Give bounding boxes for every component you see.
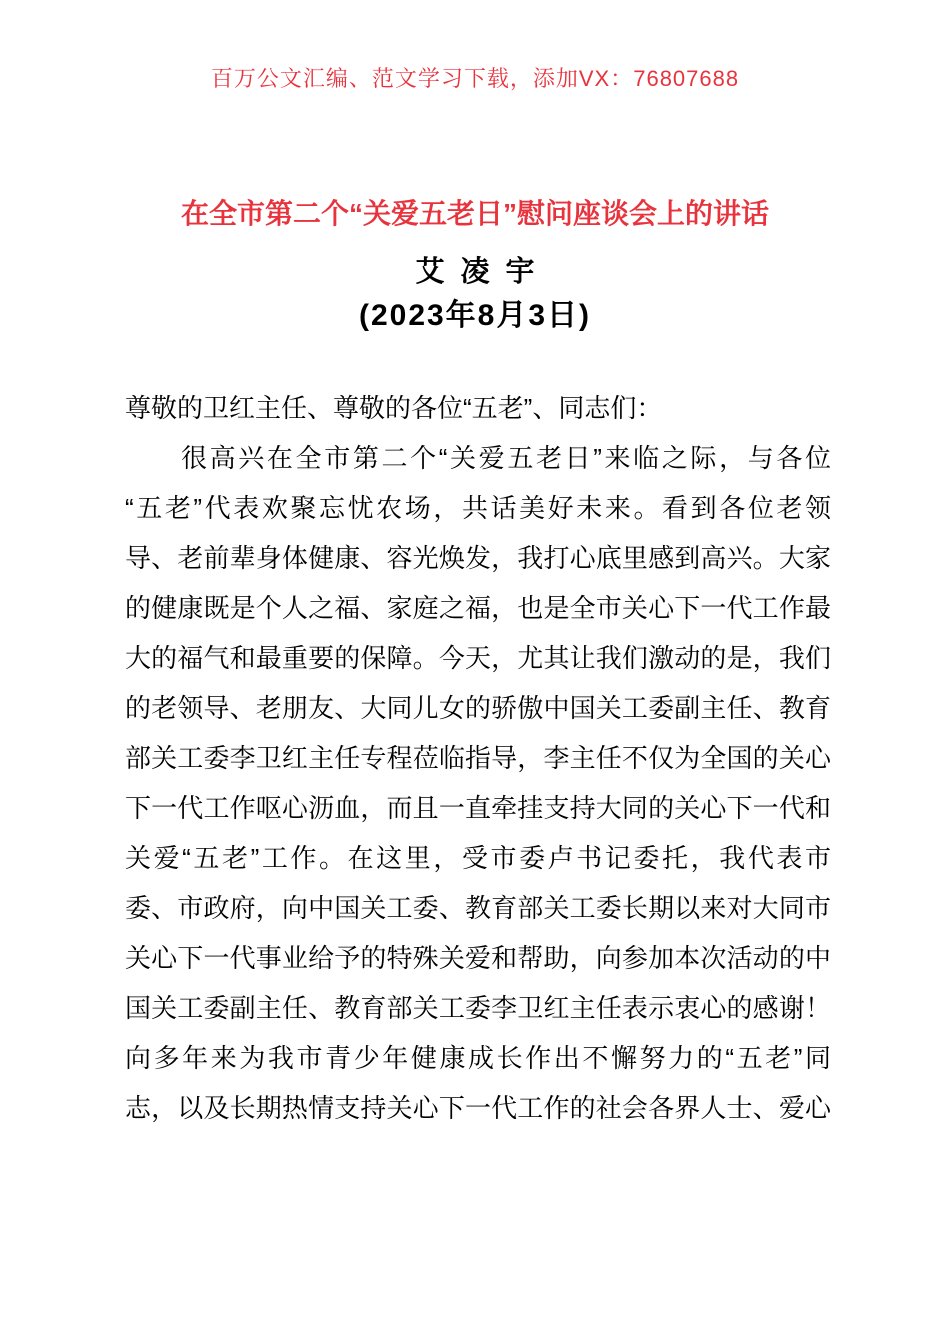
body-text-line: 志，以及长期热情支持关心下一代工作的社会各界人士、爱心 [125,1093,831,1123]
body-text-line: 部关工委李卫红主任专程莅临指导，李主任不仅为全国的关心 [125,743,831,773]
body-text-line: 向多年来为我市青少年健康成长作出不懈努力的“五老”同 [125,1043,831,1073]
body-text-line: 下一代工作呕心沥血，而且一直牵挂支持大同的关心下一代和 [125,793,831,823]
document-body [125,383,831,1133]
body-text-line: 关心下一代事业给予的特殊关爱和帮助，向参加本次活动的中 [125,943,831,973]
salutation-line: 尊敬的卫红主任、尊敬的各位“五老”、同志们： [125,393,663,423]
document-title: 在全市第二个“关爱五老日”慰问座谈会上的讲话 [180,198,769,229]
body-text-line: 导、老前辈身体健康、容光焕发，我打心底里感到高兴。大家 [125,543,831,573]
body-text-line: 的老领导、老朋友、大同儿女的骄傲中国关工委副主任、教育 [125,693,831,723]
body-text-line: 的健康既是个人之福、家庭之福，也是全市关心下一代工作最 [125,593,831,623]
author-line: 艾 凌 宇 [415,256,535,288]
watermark-header-notice: 百万公文汇编、范文学习下载，添加VX：76807688 [210,66,740,91]
body-text-line: 委、市政府，向中国关工委、教育部关工委长期以来对大同市 [125,893,831,923]
body-text-line: “五老”代表欢聚忘忧农场，共话美好未来。看到各位老领 [125,493,831,523]
date-line: (2023年8月3日) [358,299,592,332]
body-text-line: 关爱“五老”工作。在这里，受市委卢书记委托，我代表市 [125,843,831,873]
body-text-line: 很高兴在全市第二个“关爱五老日”来临之际，与各位 [181,443,831,473]
body-text-line: 大的福气和最重要的保障。今天，尤其让我们激动的是，我们 [125,643,831,673]
body-text-line: 国关工委副主任、教育部关工委李卫红主任表示衷心的感谢！ [125,993,831,1023]
